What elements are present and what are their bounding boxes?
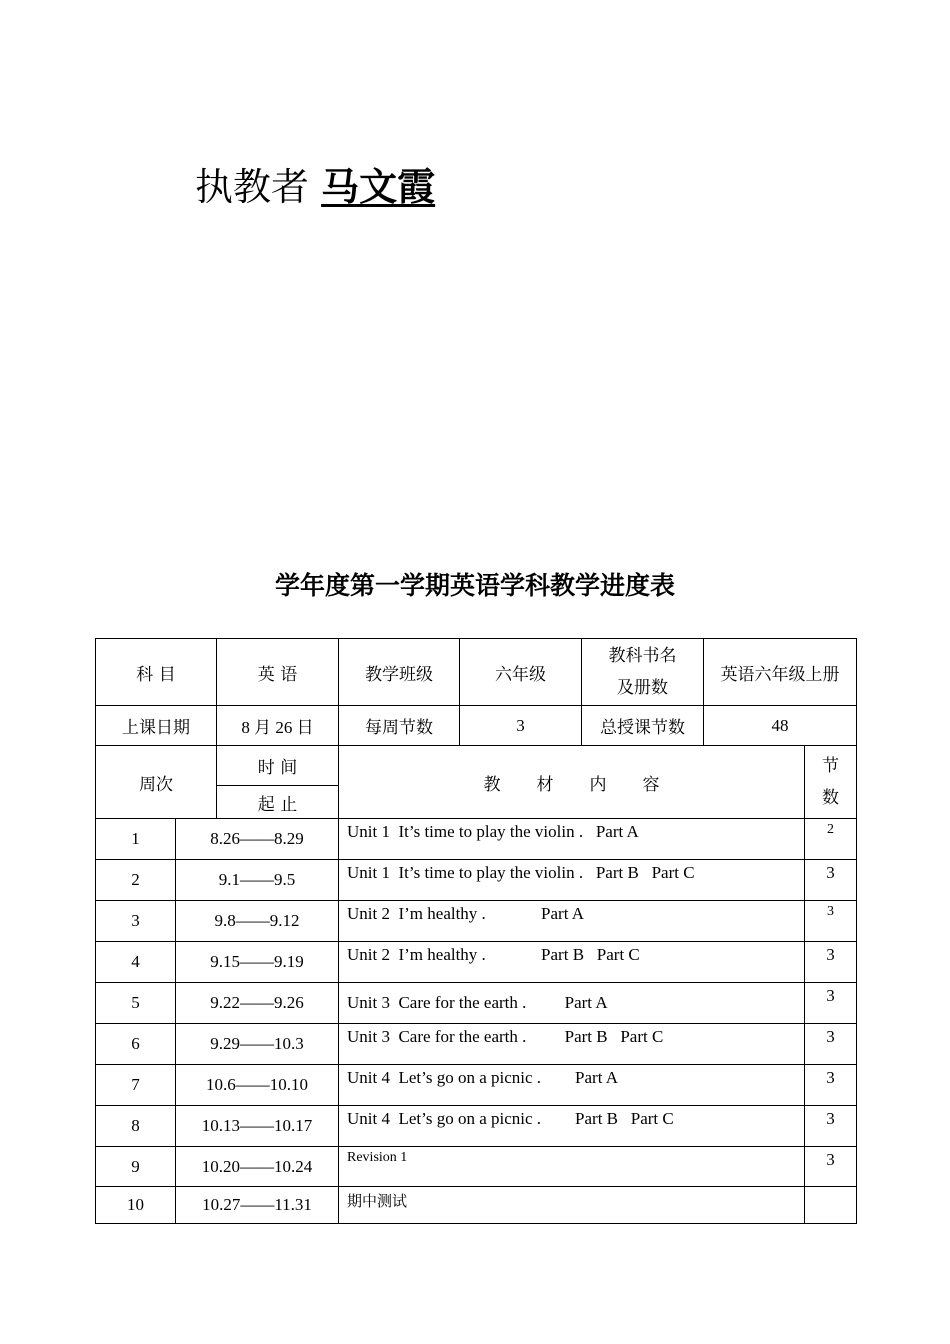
teacher-label: 执教者 [195, 165, 310, 209]
dates-cell: 8.26——8.29 [176, 819, 339, 860]
periods-cell: 3 [805, 901, 857, 942]
content-cell: Unit 4 Let’s go on a picnic . Part B Part C [339, 1106, 805, 1147]
periods-cell: 2 [805, 819, 857, 860]
week-cell: 10 [96, 1187, 176, 1224]
week-cell: 4 [96, 942, 176, 983]
table-row [96, 1147, 857, 1187]
class-label: 教学班级 [339, 639, 460, 706]
content-cell: Unit 2 I’m healthy . Part A [339, 901, 805, 942]
content-header: 教 材 内 容 [339, 746, 805, 819]
week-cell: 1 [96, 819, 176, 860]
periods-header [805, 746, 857, 819]
content-cell: Unit 1 It’s time to play the violin . Part A [339, 819, 805, 860]
content-cell: Revision 1 [339, 1147, 805, 1187]
week-cell: 2 [96, 860, 176, 901]
time-header: 时 间 [217, 746, 339, 786]
teaching-schedule-table [95, 638, 857, 1224]
dates-cell: 9.29——10.3 [176, 1024, 339, 1065]
subject-value: 英 语 [217, 639, 339, 706]
dates-cell: 9.8——9.12 [176, 901, 339, 942]
dates-cell: 10.27——11.31 [176, 1187, 339, 1224]
textbook-label [582, 639, 704, 706]
textbook-value: 英语六年级上册 [704, 639, 857, 706]
periods-cell: 3 [805, 983, 857, 1024]
week-cell: 9 [96, 1147, 176, 1187]
periods-cell: 3 [805, 1024, 857, 1065]
header-row-1 [96, 746, 857, 786]
table-row [96, 1187, 857, 1224]
week-cell: 8 [96, 1106, 176, 1147]
textbook-label-line-2: 及册数 [617, 678, 668, 698]
total-periods-label: 总授课节数 [582, 706, 704, 746]
week-cell: 3 [96, 901, 176, 942]
table-row [96, 1024, 857, 1065]
periods-cell: 3 [805, 1065, 857, 1106]
textbook-label-line-1: 教科书名 [608, 646, 677, 666]
dates-cell: 10.20——10.24 [176, 1147, 339, 1187]
table-row [96, 1065, 857, 1106]
range-header: 起 止 [217, 786, 339, 819]
schedule-title: 学年度第一学期英语学科教学进度表 [274, 571, 675, 600]
week-cell: 6 [96, 1024, 176, 1065]
content-text: Unit 3 Care for the earth . Part A [347, 993, 608, 1012]
table-row [96, 901, 857, 942]
periods-header-line-1: 节 [822, 756, 839, 776]
periods-cell: 3 [805, 942, 857, 983]
week-cell: 5 [96, 983, 176, 1024]
weekly-periods-label: 每周节数 [339, 706, 460, 746]
weekly-periods-value: 3 [460, 706, 582, 746]
table-row [96, 942, 857, 983]
teacher-line [195, 162, 435, 212]
content-cell: Unit 1 It’s time to play the violin . Part B Part C [339, 860, 805, 901]
info-row-1 [96, 639, 857, 706]
table-row [96, 1106, 857, 1147]
periods-cell [805, 1187, 857, 1224]
class-value: 六年级 [460, 639, 582, 706]
content-cell: 期中测试 [339, 1187, 805, 1224]
periods-header-line-2: 数 [822, 788, 839, 808]
teacher-name: 马文霞 [321, 165, 436, 209]
dates-cell: 9.22——9.26 [176, 983, 339, 1024]
periods-cell: 3 [805, 1147, 857, 1187]
periods-cell: 3 [805, 860, 857, 901]
dates-cell: 9.15——9.19 [176, 942, 339, 983]
info-row-2 [96, 706, 857, 746]
week-header: 周次 [96, 746, 217, 819]
week-cell: 7 [96, 1065, 176, 1106]
table-row [96, 819, 857, 860]
content-cell: Unit 2 I’m healthy . Part B Part C [339, 942, 805, 983]
content-cell: Unit 4 Let’s go on a picnic . Part A [339, 1065, 805, 1106]
table-row [96, 983, 857, 1024]
dates-cell: 9.1——9.5 [176, 860, 339, 901]
dates-cell: 10.6——10.10 [176, 1065, 339, 1106]
dates-cell: 10.13——10.17 [176, 1106, 339, 1147]
content-cell: Unit 3 Care for the earth . Part B Part C [339, 1024, 805, 1065]
content-cell [339, 983, 805, 1024]
start-date-value: 8 月 26 日 [217, 706, 339, 746]
table-row [96, 860, 857, 901]
start-date-label: 上课日期 [96, 706, 217, 746]
subject-label: 科 目 [96, 639, 217, 706]
periods-cell: 3 [805, 1106, 857, 1147]
total-periods-value: 48 [704, 706, 857, 746]
